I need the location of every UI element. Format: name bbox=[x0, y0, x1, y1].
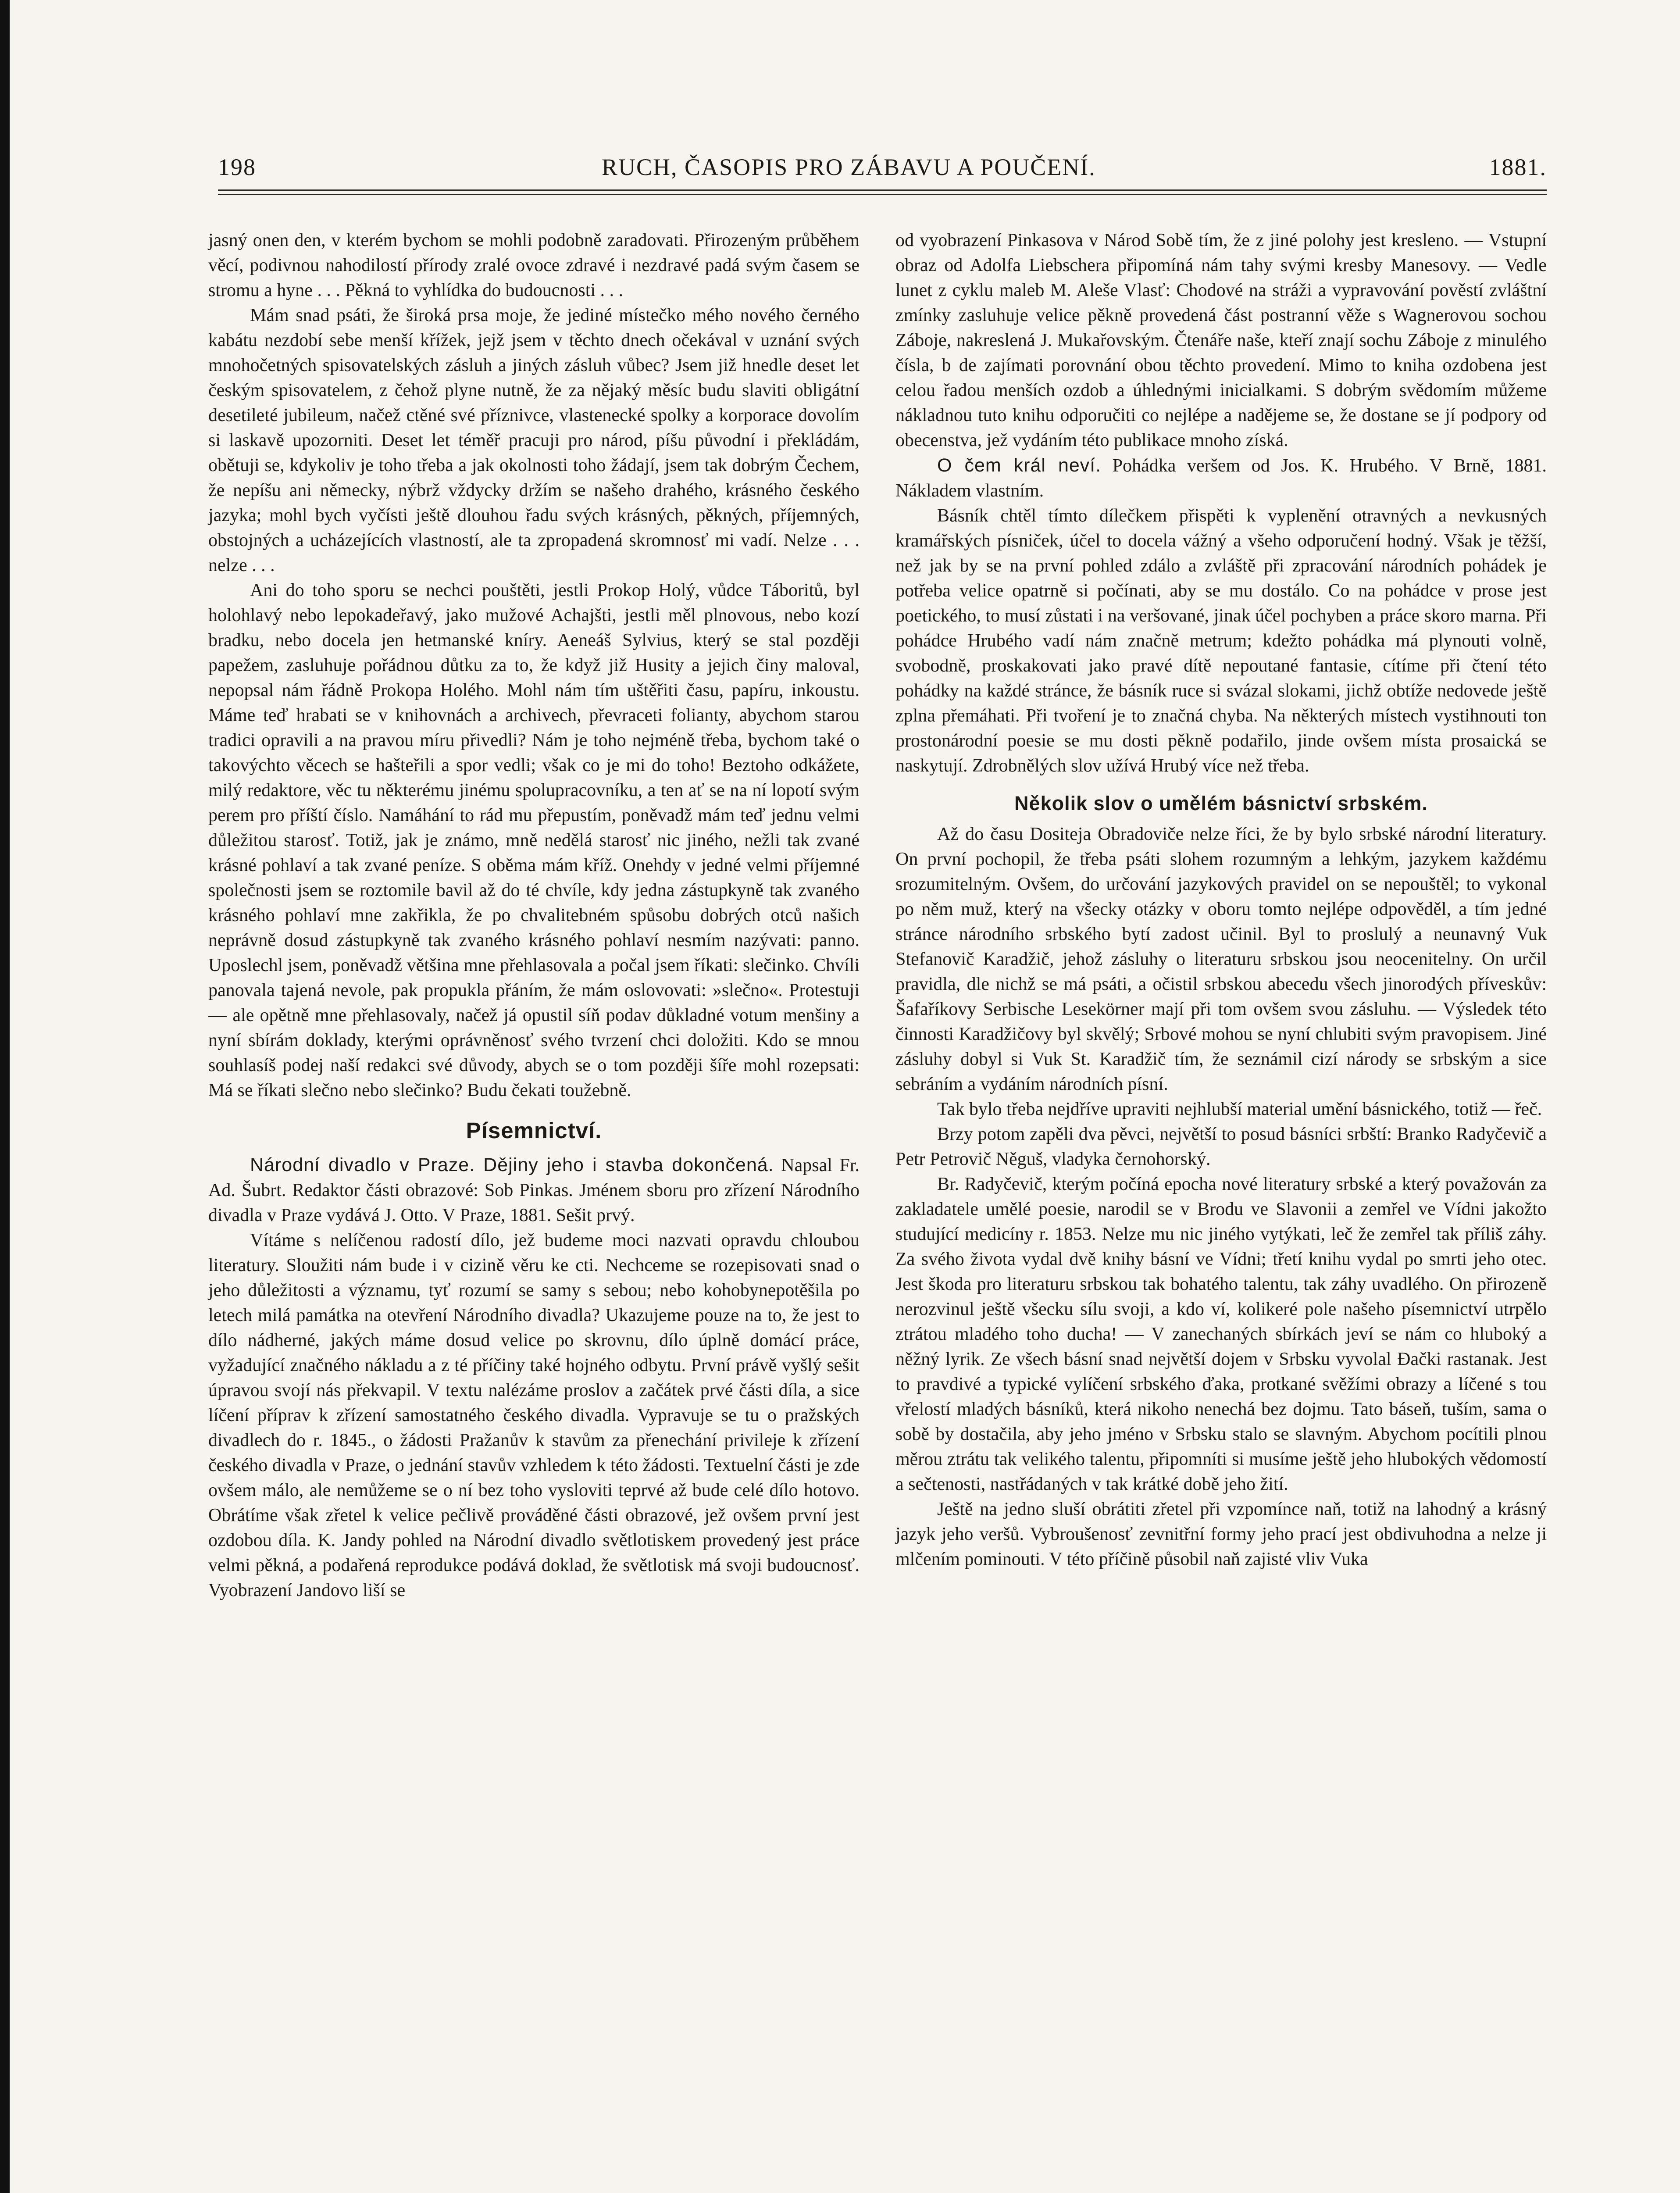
header-rule-thin bbox=[218, 194, 1547, 195]
journal-title: RUCH, ČASOPIS PRO ZÁBAVU A POUČENÍ. bbox=[602, 154, 1096, 180]
paragraph: Brzy potom zapěli dva pěvci, největší to posud básníci srbští: Branko Radyčevič a Petr Petrovič Něguš, vladyka černohorský. bbox=[895, 1124, 1547, 1169]
scan-edge bbox=[0, 0, 10, 2193]
left-column bbox=[208, 228, 860, 1603]
review-title: Národní divadlo v Praze. Dějiny jeho i stavba dokončená. bbox=[250, 1154, 774, 1175]
paragraph: Básník chtěl tímto dílečkem přispěti k vyplenění otravných a nevkusných kramářských písniček, účel to docela vážný a všeho odporučení hodný. Však je těžší, než jak by se na první pohled zdálo a zvláště při zpracování národních pohádek je potřeba velice opatrně si počínati, aby se mu dostálo. Co na pohádce v prose jest poetického, to musí zůstati i na veršované, jinak účel pochyben a práce skoro marna. Při pohádce Hrubého vadí nám značně metrum; kdežto pohádka má plynouti volně, svobodně, proskakovati jako pravé dítě nepoutané fantasie, cítíme při čtení této pohádky na každé stránce, že básník ruce si svázal slokami, jichž obtíže nedovede ještě zplna přemáhati. Při tvoření je to značná chyba. Na některých místech vystihnouti ton prostonárodní poesie se mu dosti pěkně podařilo, jinde ovšem místa prosaická se naskytují. Zdrobnělých slov užívá Hrubý více než třeba. bbox=[895, 506, 1547, 776]
paragraph: Ještě na jedno sluší obrátiti zřetel při vzpomínce naň, totiž na lahodný a krásný jazyk jeho veršů. Vybroušenosť zevnitřní formy jeho prací jest obdivuhodna a nelze ji mlčením pominouti. V této příčině působil naň zajisté vliv Vuka bbox=[895, 1499, 1547, 1569]
header-rule bbox=[218, 189, 1547, 191]
paragraph: Tak bylo třeba nejdříve upraviti nejhlubší material umění básnického, totiž — řeč. bbox=[937, 1099, 1542, 1119]
paragraph: od vyobrazení Pinkasova v Národ Sobě tím, že z jiné polohy jest kresleno. — Vstupní obraz od Adolfa Liebschera připomíná nám tahy svými kresby Manesovy. — Vedle lunet z cyklu maleb M. Aleše Vlasť: Chodové na stráži a vypravování pověstí zvláštní zmínky zasluhuje velice pěkně provedená část postranní věže s Wagnerovou sochou Záboje, nakreslená J. Mukařovským. Čtenáře naše, kteří znají sochu Záboje z minulého čísla, b de zajímati porovnání obou těchto provedení. Mimo to kniha ozdobena jest celou řadou menších ozdob a úhlednými inicialkami. S dobrým svědomím můžeme nákladnou tuto knihu odporučiti co nejlépe a nadějeme se, že dostane se jí podpory od obecenstva, jež vydáním této publikace mnoho získá. bbox=[895, 230, 1547, 450]
review-details: Napsal Fr. Ad. Šubrt. Redaktor části obrazové: Sob Pinkas. Jménem sboru pro zřízení Národního divadla v Praze vydává J. Otto. V Praze, 1881. Sešit prvý. bbox=[208, 1155, 860, 1225]
paragraph: Mám snad psáti, že široká prsa moje, že jediné místečko mého nového černého kabátu nezdobí sebe menší křížek, jejž jsem v těchto dnech očekával v uznání svých mnohočetných spisovatelských zásluh a jiných zásluh vůbec? Jsem již hnedle deset let českým spisovatelem, z čehož plyne nutně, že za nějaký měsíc budu slaviti obligátní desetileté jubileum, načež ctěné své příznivce, vlastenecké spolky a korporace dovolím si laskavě upozorniti. Deset let téměř pracuji pro národ, píšu původní i překládám, obětuji se, kdykoliv je toho třeba a jak okolnosti toho žádají, jsem tak dobrým Čechem, že nepíšu ani německy, nýbrž vždycky držím se našeho drahého, krásného českého jazyka; mohl bych vyčísti ještě dlouhou řadu svých krásných, pěkných, příjemných, obstojných a ucházejících vlastností, ale ta zpropadená skromnosť mi vadí. Nelze . . . nelze . . . bbox=[208, 305, 860, 575]
paragraph: Vítáme s nelíčenou radostí dílo, jež budeme moci nazvati opravdu chloubou literatury. Sloužiti nám bude i v cizině věru ke cti. Nechceme se rozepisovati snad o jeho důležitosti a významu, tyť rozumí se samy s sebou; nebo kohobynepotěšila po letech milá památka na otevření Národního divadla? Ukazujeme pouze na to, že jest to dílo nádherné, jakých máme dosud velice po skrovnu, dílo úplně domácí práce, vyžadující značného nákladu a z té příčiny také hojného odbytu. První právě vyšlý sešit úpravou svojí nás překvapil. V textu nalézáme proslov a začátek prvé části díla, a sice líčení příprav k zřízení samostatného českého divadla. Vypravuje se tu o pražských divadlech do r. 1845., o žádosti Pražanův k stavům za přenechání privileje k zřízení českého divadla v Praze, o jednání stavův vzhledem k této žádosti. Textuelní části je zde ovšem málo, ale nemůžeme se o ní bez toho vysloviti teprvé až bude celé dílo hotovo. Obrátíme však zřetel k velice pečlivě prováděné části obrazové, jež ovšem první jest ozdobou díla. K. Jandy pohled na Národní divadlo světlotiskem provedený jest práce velmi pěkná, a podařená reprodukce podává doklad, že světlotisk má svoji budoucnosť. Vyobrazení Jandovo liší se bbox=[208, 1230, 860, 1600]
article-heading: Několik slov o umělém básnictví srbském. bbox=[1014, 792, 1428, 814]
review-entry bbox=[208, 1153, 860, 1228]
header-year: 1881. bbox=[1489, 154, 1547, 180]
paragraph: Až do času Dositeja Obradoviče nelze říci, že by bylo srbské národní literatury. On první pochopil, že třeba psáti slohem rozumným a lehkým, jazykem každému srozumitelným. Ovšem, do určování jazykových pravidel on se nepouštěl; to vykonal po něm muž, který na všecky otázky v oboru tomto nejlépe odpověděl, a tím jedné stránce národního srbského bytí zadost učinil. Byl to proslulý a neunavný Vuk Stefanovič Karadžič, jehož zásluhy o literaturu srbskou jsou neocenitelny. On určil pravidla, dle nichž se má psáti, a očistil srbskou abecedu všech jinorodých příveskův: Šafaříkovy Serbische Lesekörner mají při tom ovšem svou zásluhu. — Výsledek této činnosti Karadžičovy byl skvělý; Srbové mohou se nyní chlubiti svým pravopisem. Jiné zásluhy dobyl si Vuk St. Karadžič tím, že seznámil cizí národy se srbským a sice sebráním a vydáním národních písní. bbox=[895, 824, 1547, 1094]
paragraph: Br. Radyčevič, kterým počíná epocha nové literatury srbské a který považován za zakladatele umělé poesie, narodil se v Brodu ve Slavonii a zemřel ve Vídni jakožto studující medicíny r. 1853. Nelze mu nic jiného vytýkati, leč že zemřel tak příliš záhy. Za svého života vydal dvě knihy básní ve Vídni; třetí knihu vydal po smrti jeho otec. Jest škoda pro literaturu srbskou tak bohatého talentu, tak záhy uvadlého. On přirozeně nerozvinul ještě všecku sílu svoji, a kdo ví, kolikeré pole našeho písemnictví utrpělo ztrátou mladého toho ducha! — V zanechaných sbírkách jeví se nám co hluboký a něžný lyrik. Ze všech básní snad největší dojem v Srbsku vyvolal Đački rastanak. Jest to pravdivé a typické vylíčení srbského ďaka, protkané svěžími obrazy a líčené s tou vřelostí mladých básníků, která nikoho nenechá bez dojmu. Tato báseň, tuším, sama o sobě by dostačila, aby jeho jméno v Srbsku stalo se slavným. Abychom pocítili plnou měrou ztrátu tak velikého talentu, připomníti si musíme ještě jeho hlubokých vědomostí a sečtenosti, nastřádaných v tak krátké době jeho žití. bbox=[895, 1174, 1547, 1494]
section-heading: Písemnictví. bbox=[466, 1118, 602, 1143]
running-header bbox=[218, 154, 1547, 184]
page-number: 198 bbox=[218, 154, 256, 180]
paragraph: Ani do toho sporu se nechci pouštěti, jestli Prokop Holý, vůdce Táboritů, byl holohlavý nebo lepokadeřavý, jako mužové Achajšti, jestli měl plnovous, nebo kozí bradku, nebo docela jen hetmanské kníry. Aeneáš Sylvius, který se stal později papežem, zasluhuje pořádnou důtku za to, že když již Husity a jejich činy maloval, nepopsal nám řádně Prokopa Holého. Mohl nám tím uštěřiti času, papíru, inkoustu. Máme teď hrabati se v knihovnách a archivech, převraceti folianty, abychom starou tradici opravili a na pravou míru přivedli? Nám je toho nejméně třeba, bychom také o takovýchto věcech se hašteřili a spor vedli; však co je mi do toho! Beztoho odkážete, milý redaktore, věc tu některému jinému spolupracovníku, a ten ať se na ní lopotí svým perem pro příští číslo. Namáhání to rád mu přepustím, poněvadž mám teď jednu velmi důležitou starosť. Totiž, jak je známo, mně nedělá starosť nic jiného, nežli tak zvané krásné pohlaví a tak zvané peníze. S oběma mám kříž. Onehdy v jedné velmi příjemné společnosti jsem se roztomile bavil až do té chvíle, kdy jedna zástupkyně tak zvaného krásného pohlaví mne zakřikla, že po chvalitebném spůsobu dobrých otců našich neprávně dosud zástupkyně tak zvaného krásného pohlaví nesmím nazývati: panno. Uposlechl jsem, poněvadž většina mne přehlasovala a počal jsem říkati: slečinko. Chvíli panovala tajená nevole, pak propukla přáním, že mám oslovovati: »slečno«. Protestuji — ale opětně mne přehlasovaly, načež já opustil síň podav důkladné votum menšiny a nyní sbírám doklady, kterými oprávněnosť svého tvrzení chci doložiti. Kdo se mnou souhlasíš podej naší redakci své důvody, abych se o tom později šíře mohl rozepsati: Má se říkati slečno nebo slečinko? Budu čekati toužebně. bbox=[208, 580, 860, 1100]
right-column bbox=[895, 228, 1547, 1572]
review-details: Pohádka veršem od Jos. K. Hrubého. V Brně, 1881. Nákladem vlastním. bbox=[895, 456, 1547, 501]
review-title: O čem král neví. bbox=[937, 455, 1102, 476]
review-entry bbox=[895, 453, 1547, 504]
paragraph: jasný onen den, v kterém bychom se mohli podobně zaradovati. Přirozeným průběhem věcí, podivnou nahodilostí přírody zralé ovoce zdravé i nezdravé padá svým časem se stromu a hyne . . . Pěkná to vyhlídka do budoucnosti . . . bbox=[208, 230, 860, 300]
